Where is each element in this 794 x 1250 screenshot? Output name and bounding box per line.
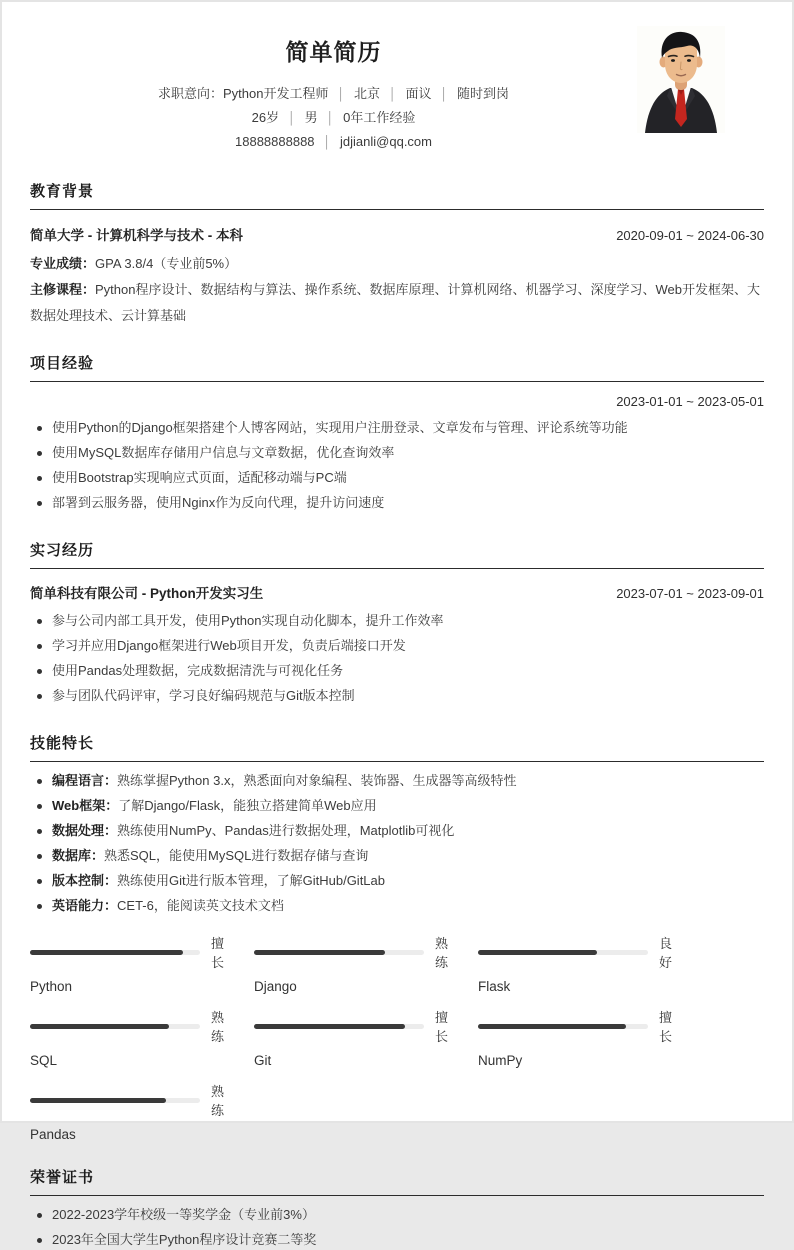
skill-item (30, 771, 764, 791)
separator-bar: │ (440, 87, 448, 101)
separator-bar: │ (288, 111, 296, 125)
profile-photo-illustration (637, 26, 725, 133)
skill-level-label: 熟练 (211, 1010, 225, 1044)
internship-entry-head (30, 582, 764, 602)
resume-header (30, 24, 764, 154)
email-address: jdjianli@qq.com (340, 134, 432, 149)
internship-bullet-list (30, 611, 764, 706)
gender-text: 男 (304, 110, 318, 125)
skill-item (30, 796, 764, 816)
skill-item-text: 了解Django/Flask，能独立搭建简单Web应用 (118, 798, 377, 813)
skill-bar-track (254, 1024, 424, 1029)
separator-bar: │ (323, 135, 332, 149)
separator-bar: │ (326, 111, 335, 125)
skill-bar-flask (478, 933, 684, 994)
job-intent-availability: 随时到岗 (457, 86, 510, 101)
skill-name-label: Pandas (30, 1127, 76, 1142)
personal-info-line (30, 106, 637, 130)
skill-name-label: NumPy (478, 1053, 523, 1068)
skill-bar-python (30, 933, 236, 994)
job-intent-line (30, 82, 637, 106)
gpa-value: GPA 3.8/4（专业前5%） (95, 256, 238, 271)
skill-bar-track (478, 950, 648, 955)
gpa-label: 专业成绩： (30, 256, 96, 271)
skill-bar-fill (254, 1024, 405, 1029)
skill-name-label: Git (254, 1053, 272, 1068)
internship-bullet: 参与团队代码评审，学习良好编码规范与Git版本控制 (30, 686, 764, 706)
section-project (30, 352, 764, 513)
gpa-line (30, 251, 764, 277)
project-bullet: 部署到云服务器，使用Nginx作为反向代理，提升访问速度 (30, 493, 764, 513)
skill-item-label: 版本控制： (52, 873, 118, 888)
skill-name-label: Flask (478, 979, 511, 994)
skill-item-text: 熟练使用NumPy、Pandas进行数据处理，Matplotlib可视化 (117, 823, 455, 838)
project-entry-head (30, 394, 764, 409)
job-intent-label: 求职意向： (157, 86, 223, 101)
separator-bar: │ (337, 87, 345, 101)
skill-level-label: 擅长 (659, 1010, 673, 1044)
header-text-block (30, 24, 637, 154)
project-date-range: 2023-01-01 ~ 2023-05-01 (616, 394, 764, 409)
skill-item-text: 熟练掌握Python 3.x，熟悉面向对象编程、装饰器、生成器等高级特性 (117, 773, 517, 788)
job-intent-city: 北京 (353, 86, 380, 101)
experience-text: 0年工作经验 (343, 110, 416, 125)
skill-bar-fill (30, 950, 183, 955)
skill-bar-sql (30, 1007, 236, 1068)
courses-value: Python程序设计、数据结构与算法、操作系统、数据库原理、计算机网络、机器学习、深度学习、Web开发框架、大数据处理技术、云计算基础 (30, 282, 760, 323)
honors-bullet-list (30, 1205, 764, 1250)
internship-bullet: 使用Pandas处理数据，完成数据清洗与可视化任务 (30, 661, 764, 681)
skill-bar-track (254, 950, 424, 955)
skill-item (30, 821, 764, 841)
school-degree-title: 简单大学 - 计算机科学与技术 - 本科 (30, 228, 243, 243)
phone-number: 18888888888 (235, 134, 315, 149)
skill-item (30, 846, 764, 866)
section-honors (30, 1166, 764, 1250)
separator-bar: │ (388, 87, 397, 101)
skill-bar-fill (30, 1098, 166, 1103)
skill-bar-track (478, 1024, 648, 1029)
skill-name-label: SQL (30, 1053, 58, 1068)
profile-photo (637, 26, 725, 133)
skills-bullet-list (30, 771, 764, 916)
job-intent-salary: 面议 (405, 86, 432, 101)
section-title-honors: 荣誉证书 (30, 1166, 764, 1196)
section-title-internship: 实习经历 (30, 539, 764, 569)
skill-item-text: 熟练使用Git进行版本管理，了解GitHub/GitLab (117, 873, 386, 888)
skill-bar-fill (478, 1024, 626, 1029)
skill-item (30, 896, 764, 916)
skill-level-label: 擅长 (211, 936, 225, 970)
project-bullet: 使用Bootstrap实现响应式页面，适配移动端与PC端 (30, 468, 764, 488)
skill-item-label: 数据库： (52, 848, 105, 863)
skill-bar-django (254, 933, 460, 994)
skill-bar-git (254, 1007, 460, 1068)
skill-item-label: 编程语言： (52, 773, 118, 788)
section-title-project: 项目经验 (30, 352, 764, 382)
contact-line (30, 130, 637, 154)
skill-bar-track (30, 1024, 200, 1029)
skill-bar-pandas (30, 1081, 236, 1142)
skill-name-label: Python (30, 979, 73, 994)
project-bullet-list (30, 418, 764, 513)
age-text: 26岁 (251, 110, 280, 125)
skill-item-label: Web框架： (52, 798, 119, 813)
skill-name-label: Django (254, 979, 297, 994)
skill-level-label: 熟练 (211, 1084, 225, 1118)
skill-bars-grid (30, 933, 764, 1142)
skill-level-label: 擅长 (435, 1010, 449, 1044)
skill-item (30, 871, 764, 891)
section-education (30, 180, 764, 329)
skill-item-label: 英语能力： (52, 898, 118, 913)
education-date-range: 2020-09-01 ~ 2024-06-30 (616, 228, 764, 243)
honor-bullet: 2022-2023学年校级一等奖学金（专业前3%） (30, 1205, 764, 1225)
education-entry-head (30, 224, 764, 244)
skill-item-text: CET-6，能阅读英文技术文档 (117, 898, 284, 913)
company-role-title: 简单科技有限公司 - Python开发实习生 (30, 586, 264, 601)
skill-bar-numpy (478, 1007, 684, 1068)
section-skills (30, 732, 764, 1142)
section-internship (30, 539, 764, 706)
internship-bullet: 学习并应用Django框架进行Web项目开发，负责后端接口开发 (30, 636, 764, 656)
skill-bar-fill (254, 950, 385, 955)
skill-level-label: 熟练 (435, 936, 449, 970)
project-bullet: 使用MySQL数据库存储用户信息与文章数据，优化查询效率 (30, 443, 764, 463)
internship-date-range: 2023-07-01 ~ 2023-09-01 (616, 586, 764, 601)
skill-bar-track (30, 1098, 200, 1103)
internship-bullet: 参与公司内部工具开发，使用Python实现自动化脚本，提升工作效率 (30, 611, 764, 631)
skill-level-label: 良好 (659, 936, 673, 970)
skill-bar-track (30, 950, 200, 955)
skill-item-text: 熟悉SQL，能使用MySQL进行数据存储与查询 (104, 848, 369, 863)
skill-bar-fill (478, 950, 597, 955)
job-intent-position: Python开发工程师 (222, 86, 329, 101)
skill-item-label: 数据处理： (52, 823, 118, 838)
courses-label: 主修课程： (30, 282, 96, 297)
page-title: 简单简历 (285, 39, 382, 65)
courses-line (30, 277, 764, 329)
honor-bullet: 2023年全国大学生Python程序设计竞赛二等奖 (30, 1230, 764, 1250)
section-title-education: 教育背景 (30, 180, 764, 210)
section-title-skills: 技能特长 (30, 732, 764, 762)
skill-bar-fill (30, 1024, 169, 1029)
project-bullet: 使用Python的Django框架搭建个人博客网站，实现用户注册登录、文章发布与管理、评论系统等功能 (30, 418, 764, 438)
